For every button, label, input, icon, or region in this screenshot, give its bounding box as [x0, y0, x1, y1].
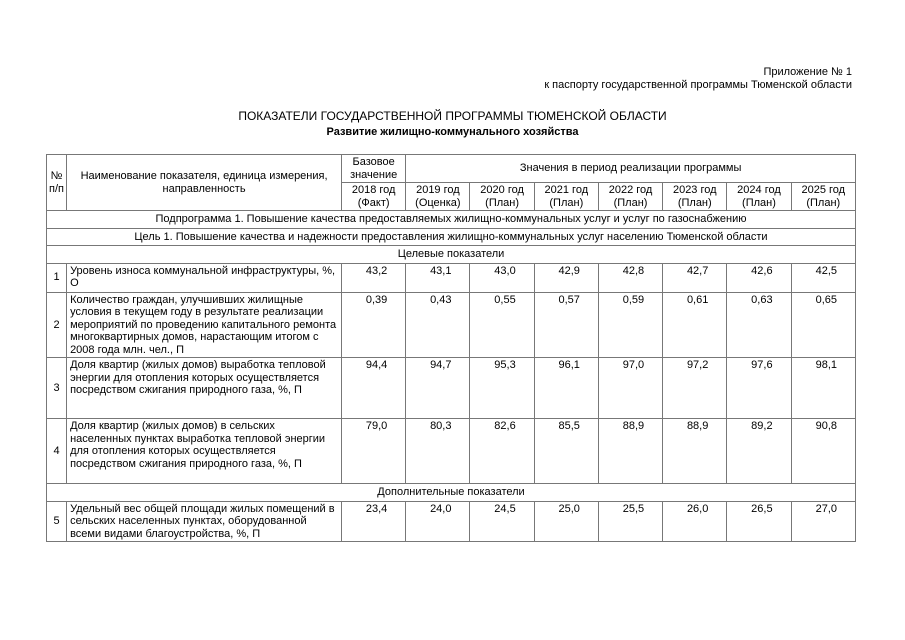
- indicator-value: 43,0: [470, 263, 534, 292]
- indicator-value: 85,5: [534, 419, 598, 484]
- indicator-value: 24,5: [470, 501, 534, 542]
- row-number: 5: [47, 501, 67, 542]
- header-year-2021: 2021 год (План): [534, 183, 598, 211]
- indicator-value: 42,7: [663, 263, 727, 292]
- indicator-value: 90,8: [791, 419, 855, 484]
- indicator-value: 0,57: [534, 292, 598, 358]
- indicator-name: Доля квартир (жилых домов) в сельских населенных пунктах выработка тепловой энергии для отопления которых осуществляется посредством сжигания природного газа, %, П: [67, 419, 342, 484]
- header-num: № п/п: [47, 155, 67, 211]
- header-year-2024: 2024 год (План): [727, 183, 791, 211]
- indicator-value: 23,4: [342, 501, 406, 542]
- indicator-value: 94,7: [406, 358, 470, 419]
- indicator-value: 0,65: [791, 292, 855, 358]
- goal-label: Цель 1. Повышение качества и надежности предоставления жилищно-коммунальных услуг населению Тюменской области: [47, 228, 856, 246]
- header-year-2018: 2018 год (Факт): [342, 183, 406, 211]
- page-title: ПОКАЗАТЕЛИ ГОСУДАРСТВЕННОЙ ПРОГРАММЫ ТЮМЕНСКОЙ ОБЛАСТИ: [238, 109, 667, 123]
- target-section-label: Целевые показатели: [47, 246, 856, 264]
- indicator-value: 26,5: [727, 501, 791, 542]
- appendix-note: [544, 66, 852, 92]
- table-row: [47, 419, 856, 484]
- indicator-value: 26,0: [663, 501, 727, 542]
- indicator-value: 25,0: [534, 501, 598, 542]
- indicator-value: 98,1: [791, 358, 855, 419]
- indicator-value: 88,9: [598, 419, 662, 484]
- indicator-value: 27,0: [791, 501, 855, 542]
- appendix-line-1: Приложение № 1: [763, 66, 852, 78]
- table-row: [47, 292, 856, 358]
- indicator-value: 43,2: [342, 263, 406, 292]
- header-row-1: [47, 155, 856, 183]
- indicator-value: 42,6: [727, 263, 791, 292]
- indicator-name: Количество граждан, улучшивших жилищные условия в текущем году в результате реализации мероприятий по проведению капитального ремонта многоквартирных домов, нарастающим итогом с 2008 года млн. чел., П: [67, 292, 342, 358]
- indicator-value: 82,6: [470, 419, 534, 484]
- header-period: Значения в период реализации программы: [406, 155, 856, 183]
- indicator-value: 0,55: [470, 292, 534, 358]
- indicator-name: Уровень износа коммунальной инфраструктуры, %, О: [67, 263, 342, 292]
- indicator-name: Удельный вес общей площади жилых помещений в сельских населенных пунктах, оборудованной всеми видами благоустройства, %, П: [67, 501, 342, 542]
- indicator-value: 79,0: [342, 419, 406, 484]
- appendix-line-2: к паспорту государственной программы Тюменской области: [544, 79, 852, 91]
- table-row: [47, 263, 856, 292]
- table-row: [47, 501, 856, 542]
- indicators-table: [46, 154, 856, 542]
- header-year-2020: 2020 год (План): [470, 183, 534, 211]
- indicator-value: 96,1: [534, 358, 598, 419]
- row-number: 2: [47, 292, 67, 358]
- indicator-value: 42,8: [598, 263, 662, 292]
- row-number: 3: [47, 358, 67, 419]
- indicator-value: 42,9: [534, 263, 598, 292]
- subprogram-row: [47, 211, 856, 229]
- indicator-value: 89,2: [727, 419, 791, 484]
- goal-row: [47, 228, 856, 246]
- indicator-value: 43,1: [406, 263, 470, 292]
- indicator-value: 80,3: [406, 419, 470, 484]
- indicator-value: 88,9: [663, 419, 727, 484]
- page-subtitle: Развитие жилищно-коммунального хозяйства: [326, 126, 579, 138]
- header-year-2022: 2022 год (План): [598, 183, 662, 211]
- indicator-value: 24,0: [406, 501, 470, 542]
- header-base: Базовое значение: [342, 155, 406, 183]
- indicator-value: 25,5: [598, 501, 662, 542]
- header-year-2023: 2023 год (План): [663, 183, 727, 211]
- indicator-value: 97,0: [598, 358, 662, 419]
- indicator-value: 97,6: [727, 358, 791, 419]
- row-number: 1: [47, 263, 67, 292]
- header-name: Наименование показателя, единица измерения, направленность: [67, 155, 342, 211]
- additional-section-label: Дополнительные показатели: [47, 484, 856, 502]
- indicator-value: 0,63: [727, 292, 791, 358]
- indicator-value: 0,43: [406, 292, 470, 358]
- header-year-2019: 2019 год (Оценка): [406, 183, 470, 211]
- indicator-value: 95,3: [470, 358, 534, 419]
- additional-section-row: [47, 484, 856, 502]
- row-number: 4: [47, 419, 67, 484]
- indicator-value: 0,59: [598, 292, 662, 358]
- indicator-value: 0,61: [663, 292, 727, 358]
- indicator-value: 97,2: [663, 358, 727, 419]
- header-year-2025: 2025 год (План): [791, 183, 855, 211]
- indicator-name: Доля квартир (жилых домов) выработка тепловой энергии для отопления которых осуществляется посредством сжигания природного газа, %, П: [67, 358, 342, 419]
- indicator-value: 94,4: [342, 358, 406, 419]
- table-row: [47, 358, 856, 419]
- indicator-value: 0,39: [342, 292, 406, 358]
- indicator-value: 42,5: [791, 263, 855, 292]
- target-section-row: [47, 246, 856, 264]
- subprogram-label: Подпрограмма 1. Повышение качества предоставляемых жилищно-коммунальных услуг и услуг по газоснабжению: [47, 211, 856, 229]
